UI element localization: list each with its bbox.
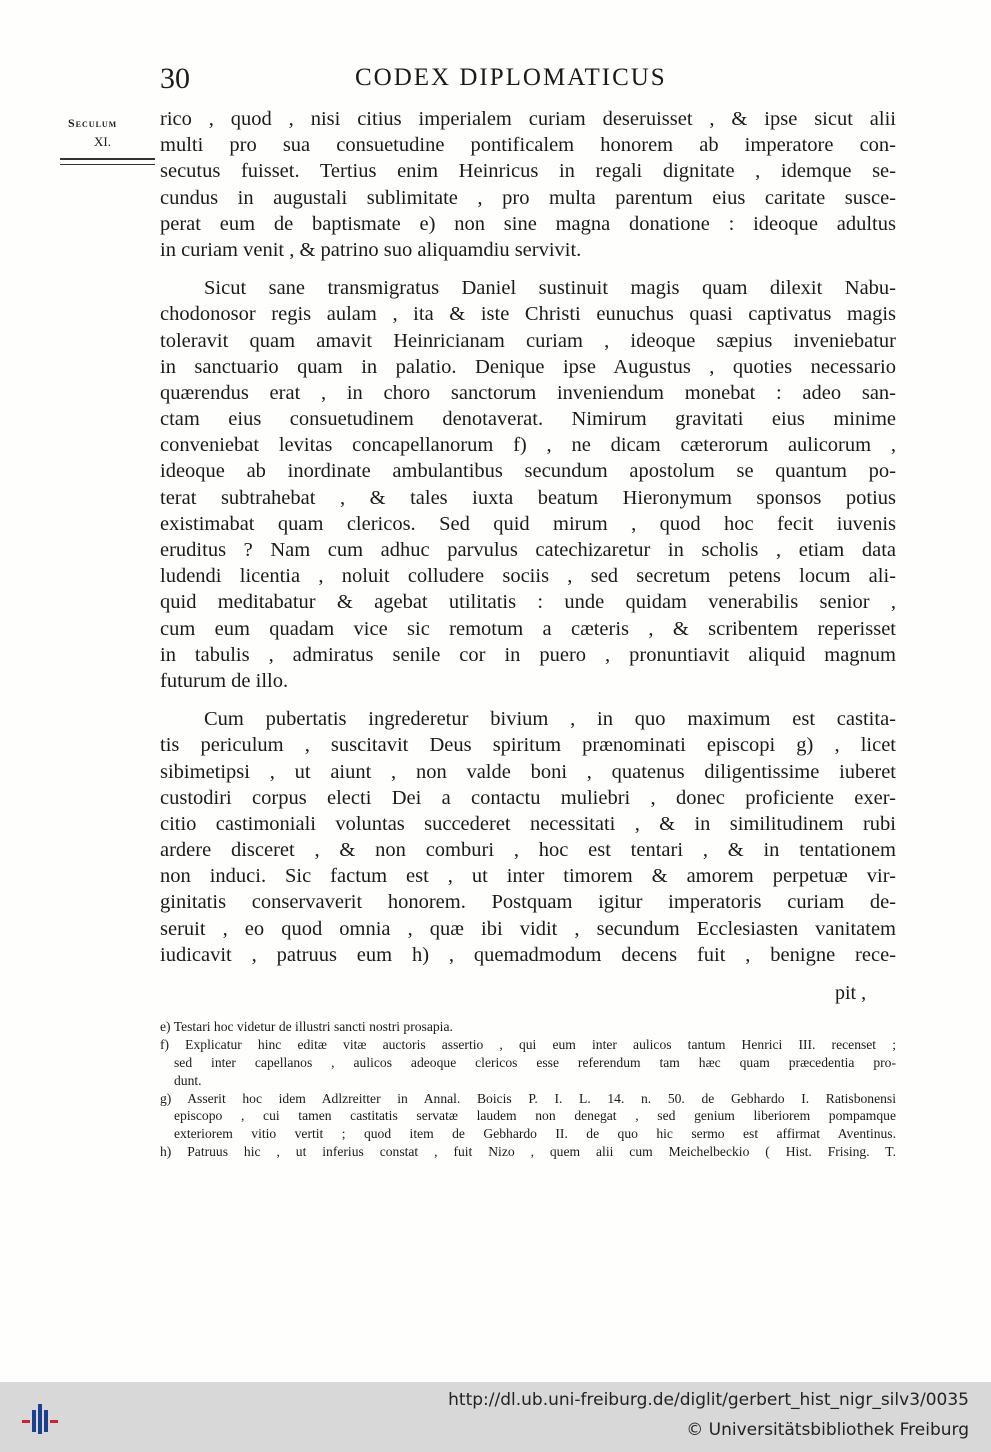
- paragraph-1: [160, 106, 896, 263]
- paragraph-3: [160, 706, 896, 968]
- text-line: custodiri corpus electi Dei a contactu muliebri , donec proficiente exer-: [160, 786, 896, 809]
- text-line: ctam eius consuetudinem denotaverat. Nimirum gravitati eius minime: [160, 408, 896, 431]
- text-line: futurum de illo.: [160, 669, 289, 692]
- source-url[interactable]: http://dl.ub.uni-freiburg.de/diglit/gerbert_hist_nigr_silv3/0035: [448, 1390, 969, 1410]
- footnote-g: [160, 1090, 896, 1144]
- copyright-notice: © Universitätsbibliothek Freiburg: [686, 1420, 969, 1440]
- text-line: iudicavit , patruus eum h) , quemadmodum decens fuit , benigne rece-: [160, 943, 896, 966]
- footnote-f: [160, 1036, 896, 1090]
- text-line: ludendi licentia , noluit colludere sociis , sed secretum petens locum ali-: [160, 565, 896, 588]
- footnote-line: exteriorem vitio vertit ; quod item de Gebhardo II. de quo hic sermo est affirmat Aventinus.: [174, 1126, 896, 1142]
- footnote-line: g) Asserit hoc idem Adlzreitter in Annal. Boicis P. I. L. 14. n. 50. de Gebhardo I. Ratisbonensi: [160, 1090, 896, 1106]
- text-line: quærendus erat , in choro sanctorum inveniendum monebat : adeo san-: [160, 381, 896, 404]
- footnote-line: dunt.: [174, 1072, 202, 1088]
- text-line: cundus in augustali sublimitate , pro multa parentum eius caritate susce-: [160, 186, 896, 209]
- text-line: in tabulis , admiratus senile cor in puero , pronuntiavit aliquid magnum: [160, 643, 896, 666]
- footnote-line: f) Explicatur hinc editæ vitæ auctoris assertio , qui eum inter aulicos tantum Henrici III. recenset ;: [160, 1036, 896, 1052]
- viewer-footer: [0, 1382, 991, 1452]
- ub-freiburg-logo-icon[interactable]: [20, 1396, 66, 1442]
- text-line: terat subtrahebat , & tales iuxta beatum Hieronymum sponsos potius: [160, 486, 896, 509]
- text-line: ideoque ab inordinate ambulantibus secundum apostolum se quantum po-: [160, 460, 896, 483]
- paragraph-2: [160, 275, 896, 694]
- footnote-line: e) Testari hoc videtur de illustri sancti nostri prosapia.: [160, 1019, 453, 1034]
- body-text: [160, 106, 896, 968]
- text-line: ginitatis conservaverit honorem. Postquam igitur imperatoris curiam de-: [160, 891, 896, 914]
- text-line: eruditus ? Nam cum adhuc parvulus catechizaretur in scholis , etiam data: [160, 539, 896, 561]
- text-line: Cum pubertatis ingrederetur bivium , in quo maximum est castita-: [204, 708, 896, 731]
- text-line: seruit , eo quod omnia , quæ ibi vidit , secundum Ecclesiasten vanitatem: [160, 917, 896, 940]
- text-line: quid meditabatur & agebat utilitatis : unde quidam venerabilis senior ,: [160, 591, 896, 614]
- text-line: Sicut sane transmigratus Daniel sustinuit magis quam dilexit Nabu-: [204, 277, 896, 300]
- footnote-e: [160, 1018, 896, 1036]
- footnote-line: h) Patruus hic , ut inferius constat , fuit Nizo , quem alii cum Meichelbeckio ( Hist. Frising. T.: [160, 1144, 896, 1160]
- paragraph-gap: [160, 263, 896, 275]
- text-line: citio castimoniali voluntas succederet necessitati , & in similitudinem rubi: [160, 812, 896, 835]
- text-line: non induci. Sic factum est , ut inter timorem & amorem perpetuæ vir-: [160, 865, 896, 888]
- text-line: existimabat quam clericos. Sed quid mirum , quod hoc fecit iuvenis: [160, 512, 896, 535]
- text-line: conveniebat levitas concapellanorum f) , ne dicam cæterorum aulicorum ,: [160, 434, 896, 457]
- text-line: rico , quod , nisi citius imperialem curiam deseruisset , & ipse sicut alii: [160, 108, 896, 130]
- catchword: pit ,: [835, 982, 867, 1004]
- page-number: 30: [160, 62, 190, 95]
- text-line: in sanctuario quam in palatio. Denique ipse Augustus , quoties necessario: [160, 355, 896, 378]
- footnotes: [160, 1018, 896, 1161]
- text-line: chodonosor regis aulam , ita & iste Christi eunuchus quasi captivatus magis: [160, 303, 896, 326]
- text-line: cum eum quadam vice sic remotum a cæteris , & scribentem reperisset: [160, 617, 896, 640]
- text-line: tis periculum , suscitavit Deus spiritum prænominati episcopi g) , licet: [160, 734, 896, 757]
- text-line: in curiam venit , & patrino suo aliquamdiu servivit.: [160, 238, 582, 261]
- text-line: toleravit quam amavit Heinricianam curiam , ideoque sæpius inveniebatur: [160, 329, 896, 352]
- margin-seculum: Seculum: [68, 116, 118, 130]
- running-head-title: CODEX DIPLOMATICUS: [355, 64, 667, 91]
- text-line: sibimetipsi , ut aiunt , non valde boni , quatenus diligentissime iuberet: [160, 760, 896, 783]
- margin-century-number: XI.: [94, 134, 111, 149]
- footnote-line: episcopo , cui tamen castitatis servatæ laudem non denegat , sed genium liberiorem pompamque: [174, 1108, 896, 1124]
- paragraph-gap: [160, 694, 896, 706]
- text-line: secutus fuisset. Tertius enim Heinricus in regali dignitate , idemque se-: [160, 160, 896, 183]
- footnote-line: sed inter capellanos , aulicos adeoque clericos esse referendum tam hæc quam præcedentia pro-: [174, 1054, 896, 1070]
- margin-rule: [60, 158, 155, 165]
- text-line: perat eum de baptismate e) non sine magna donatione : ideoque adultus: [160, 212, 896, 235]
- text-line: ardere disceret , & non comburi , hoc est tentari , & in tentationem: [160, 839, 896, 862]
- text-line: multi pro sua consuetudine pontificalem honorem ab imperatore con-: [160, 134, 896, 157]
- footnote-h: [160, 1143, 896, 1161]
